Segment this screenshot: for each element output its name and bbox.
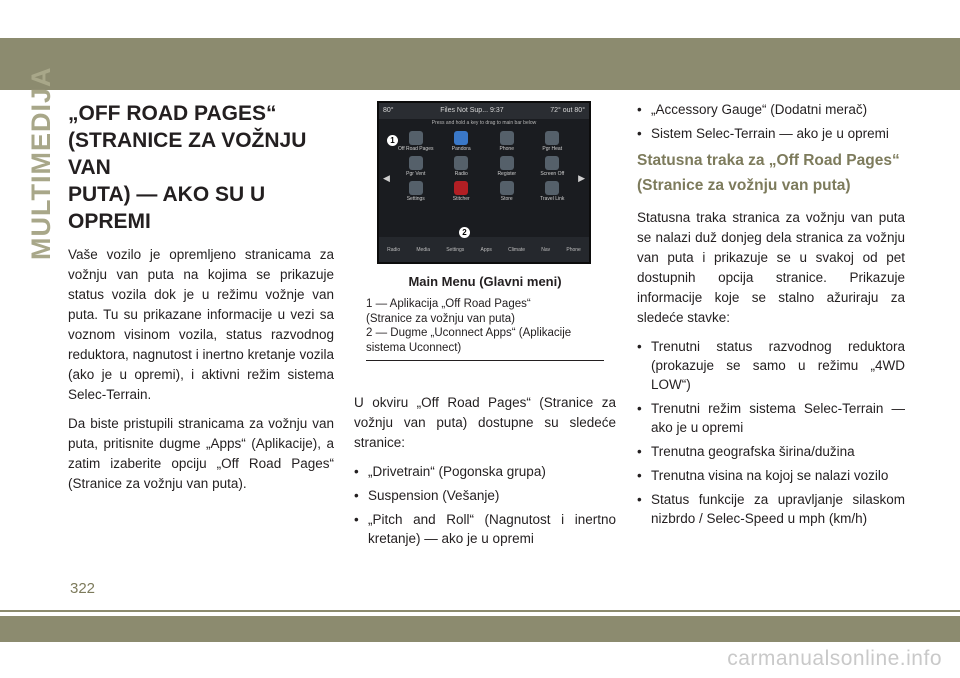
main-menu-screenshot: [377, 101, 591, 264]
heat-icon: [545, 131, 559, 145]
footer-rule: [0, 610, 960, 612]
page-number: 322: [70, 580, 96, 597]
list-item: • „Accessory Gauge“ (Dodatni merač): [637, 102, 868, 117]
list-item: • „Drivetrain“ (Pogonska grupa): [354, 464, 546, 479]
legend-line: sistema Uconnect): [366, 341, 462, 354]
radio-icon: [454, 156, 468, 170]
app-pgr-heat: Pgr Heat: [532, 129, 574, 152]
stitcher-icon: [454, 181, 468, 195]
travel-link-icon: [545, 181, 559, 195]
list-item: • Trenutna visina na kojoj se nalazi vozilo: [637, 468, 889, 483]
list-item: • Suspension (Vešanje): [354, 488, 500, 503]
app-pgr-vent: Pgr Vent: [395, 154, 437, 177]
status-bar-heading: Statusna traka za „Off Road Pages“ (Stranice za vožnju van puta): [637, 152, 900, 194]
title-line-3: PUTA) — AKO SU U OPREMI: [68, 183, 266, 233]
figure-legend: [366, 297, 604, 361]
app-off-road-pages: Off Road Pages: [395, 129, 437, 152]
store-icon: [500, 181, 514, 195]
app-settings: Settings: [395, 179, 437, 202]
pages-intro: U okviru „Off Road Pages“ (Stranice za vožnju van puta) dostupne su sledeće stranice:: [354, 395, 616, 450]
screen-status-bar: 80° Files Not Sup... 9:37 72° out 80°: [379, 103, 589, 119]
chevron-right-icon: ▶: [578, 173, 585, 183]
column-left: [68, 100, 334, 503]
figure-title: Main Menu (Glavni meni): [408, 274, 562, 289]
list-item: • Sistem Selec-Terrain — ako je u opremi: [637, 126, 889, 141]
pages-list: [354, 462, 616, 548]
app-phone: Phone: [486, 129, 528, 152]
callout-2: 2: [459, 227, 470, 238]
app-screen-off: Screen Off: [532, 154, 574, 177]
register-icon: [500, 156, 514, 170]
app-register: Register: [486, 154, 528, 177]
column-right: [637, 100, 905, 533]
screen-off-icon: [545, 156, 559, 170]
vent-icon: [409, 156, 423, 170]
chevron-left-icon: ◀: [383, 173, 390, 183]
off-road-icon: [409, 131, 423, 145]
screen-hint: Press and hold a key to drag to main bar below: [431, 120, 537, 126]
callout-1: 1: [387, 135, 398, 146]
section-side-label: MULTIMEDIJA: [26, 66, 56, 260]
legend-line: 1 — Aplikacija „Off Road Pages“: [366, 298, 531, 310]
app-radio: Radio: [441, 154, 483, 177]
pages-list-continued: [637, 100, 905, 143]
status-items-list: [637, 337, 905, 528]
title-line-2: (STRANICE ZA VOŽNJU VAN: [68, 129, 307, 179]
list-item: • Status funkcije za upravljanje silaskom nizbrdo / Selec-Speed u mph (km/h): [637, 492, 905, 526]
legend-line: (Stranice za vožnju van puta): [366, 312, 515, 325]
title-line-1: „OFF ROAD PAGES“: [68, 102, 277, 125]
legend-line: 2 — Dugme „Uconnect Apps“ (Aplikacije: [366, 327, 572, 339]
watermark: carmanualsonline.info: [727, 647, 942, 670]
section-title: [68, 100, 334, 235]
app-travel-link: Travel Link: [532, 179, 574, 202]
footer-band: [0, 616, 960, 642]
list-item: • Trenutna geografska širina/dužina: [637, 444, 855, 459]
intro-paragraph: Vaše vozilo je opremljeno stranicama za vožnju van puta na kojima se prikazuje status vozila dok je u režimu vožnje van puta. Tu su prikazane informacije u vezi sa voznom visinom vozila, status razvodnog reduktora, nagnutost i inertno kretanje vozila (ako je u opremi), i aktivni režim sistema Selec-Terrain.: [68, 247, 334, 402]
app-store: Store: [486, 179, 528, 202]
pandora-icon: [454, 131, 468, 145]
settings-icon: [409, 181, 423, 195]
column-middle: [354, 393, 616, 553]
list-item: • „Pitch and Roll“ (Nagnutost i inertno kretanje) — ako je u opremi: [354, 512, 616, 546]
phone-icon: [500, 131, 514, 145]
screen-app-grid: [379, 127, 589, 202]
app-stitcher: Stitcher: [441, 179, 483, 202]
screen-bottom-bar: Radio Media Settings Apps Climate Nav Phone: [379, 237, 589, 262]
app-pandora: Pandora: [441, 129, 483, 152]
header-band: [0, 38, 960, 90]
list-item: • Trenutni režim sistema Selec-Terrain — ako je u opremi: [637, 401, 905, 435]
access-paragraph: Da biste pristupili stranicama za vožnju van puta, pritisnite dugme „Apps“ (Aplikacije), a zatim izaberite opciju „Off Road Pages“ (Stranice za vožnju van puta).: [68, 416, 334, 491]
status-bar-paragraph: Statusna traka stranica za vožnju van puta se nalazi duž donjeg dela stranica za vožnju van puta i prikazuje se u svakoj od pet dostupnih opcija stranice. Prikazuje informacije koje se stalno ažuriraju za sledeće stavke:: [637, 210, 905, 325]
list-item: • Trenutni status razvodnog reduktora (prokazuje se samo u režimu „4WD LOW“): [637, 339, 905, 392]
